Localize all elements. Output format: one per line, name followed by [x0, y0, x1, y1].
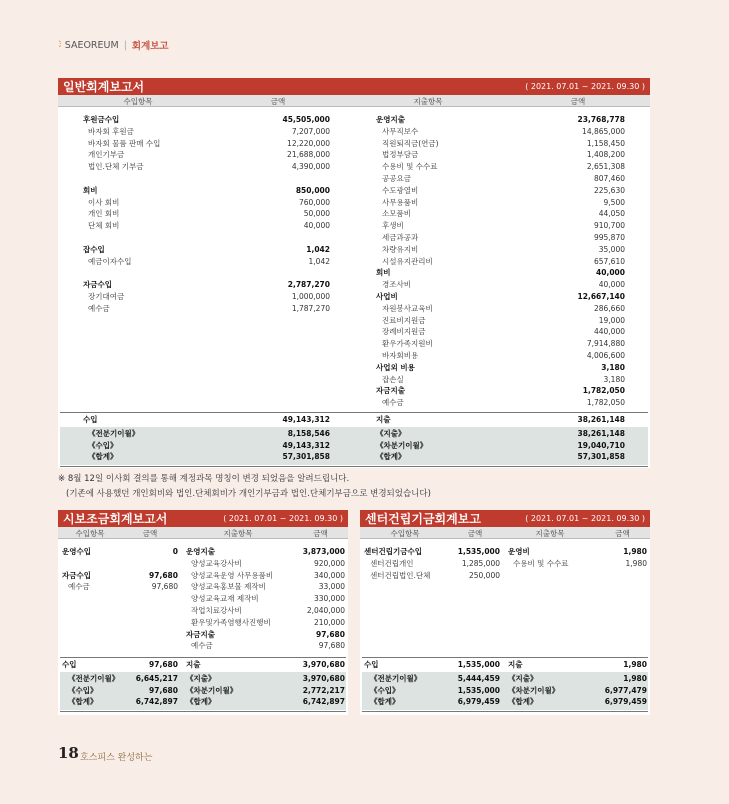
income-item-label: 자금수입 — [83, 280, 112, 290]
income-item-label: 센터건립법인.단체 — [370, 570, 431, 580]
expense-item-label: 세금과공과 — [382, 233, 419, 242]
building-fund-title: 센터건립기금회계보고 — [365, 512, 481, 526]
summary-left-label: 《전분기이월》 — [68, 674, 120, 683]
income-item-amount: 7,207,000 — [291, 126, 330, 136]
expense-item-amount: 19,000 — [598, 315, 625, 325]
expense-item-label: 자금지출 — [376, 386, 405, 396]
summary-right-label: 《지출》 — [376, 429, 406, 438]
income-item-label: 법인.단체 기부금 — [88, 162, 144, 172]
expense-item-label: 자금지출 — [186, 629, 215, 639]
divider — [60, 657, 346, 658]
income-item-amount: 2,787,270 — [287, 280, 330, 290]
general-report-title: 일반회계보고서 — [63, 80, 145, 94]
summary-left-amount: 6,645,217 — [135, 674, 178, 683]
expense-item-amount: 40,000 — [596, 268, 625, 278]
expense-item-label: 사무직보수 — [382, 126, 419, 136]
income-item-label: 장기대여금 — [88, 292, 125, 301]
expense-item-label: 차량유지비 — [382, 244, 419, 254]
income-item-amount: 1,042 — [306, 244, 330, 254]
expense-item-amount: 225,630 — [593, 185, 625, 195]
expense-item-amount: 3,873,000 — [302, 547, 345, 556]
income-item-label: 바자회 후원금 — [88, 126, 134, 136]
building-column-header — [360, 527, 650, 539]
general-report-titlebar — [58, 78, 650, 95]
expense-item-amount: 440,000 — [593, 327, 625, 337]
expense-item-amount: 330,000 — [313, 594, 345, 604]
total-income-label: 수입 — [364, 660, 379, 669]
expense-item-amount: 12,667,140 — [577, 292, 625, 301]
income-item-amount: 1,787,270 — [291, 303, 330, 313]
divider — [60, 466, 648, 467]
summary-right-amount: 1,980 — [623, 674, 647, 683]
income-item-label: 개인기부금 — [88, 150, 125, 160]
col-income-amount: 금액 — [142, 529, 158, 538]
expense-item-label: 운영지출 — [376, 115, 405, 124]
income-item-amount: 45,505,000 — [282, 115, 330, 124]
expense-item-amount: 1,980 — [623, 547, 647, 556]
summary-left-label: 《합계》 — [68, 697, 98, 706]
total-expense-label: 지출 — [508, 660, 523, 669]
summary-left-label: 《합계》 — [370, 697, 400, 706]
expense-item-label: 사무용품비 — [382, 197, 419, 207]
expense-item-label: 수용비 및 수수료 — [513, 558, 569, 568]
expense-item-amount: 1,782,050 — [586, 398, 625, 408]
summary-right-amount: 6,742,897 — [302, 697, 345, 706]
summary-right-label: 《지출》 — [508, 674, 538, 683]
income-item-label: 자금수입 — [62, 570, 91, 580]
summary-right-label: 《차분기이월》 — [508, 685, 560, 695]
expense-item-amount: 1,980 — [625, 558, 647, 568]
general-report-panel — [58, 78, 650, 468]
total-income-label: 수입 — [62, 660, 77, 669]
expense-item-label: 법정부담금 — [382, 150, 419, 160]
summary-left-label: 《합계》 — [88, 452, 118, 461]
expense-item-amount: 44,050 — [598, 209, 625, 219]
expense-item-label: 시설유지관리비 — [382, 256, 433, 266]
summary-right-label: 《합계》 — [508, 697, 538, 706]
expense-item-amount: 1,158,450 — [586, 138, 625, 148]
expense-item-label: 소모품비 — [382, 209, 411, 219]
summary-left-amount: 49,143,312 — [282, 440, 330, 450]
expense-item-amount: 657,610 — [593, 256, 625, 266]
expense-item-label: 회비 — [376, 268, 391, 278]
expense-item-amount: 807,460 — [593, 174, 625, 183]
dots-icon: ⁚⁝ — [58, 40, 60, 50]
col-income-amount: 금액 — [467, 529, 483, 538]
page-number: 18 — [58, 744, 79, 762]
summary-right-label: 《차분기이월》 — [186, 685, 238, 695]
expense-item-label: 환우및가족염행사진행비 — [191, 617, 271, 627]
expense-item-amount: 14,865,000 — [582, 126, 625, 136]
subsidy-report-title: 시보조금회계보고서 — [63, 512, 168, 526]
col-income-item: 수입항목 — [390, 529, 420, 538]
total-expense-amount: 1,980 — [623, 660, 647, 669]
subsidy-report-panel — [58, 510, 348, 715]
expense-item-amount: 910,700 — [593, 221, 625, 231]
expense-item-label: 예수금 — [191, 641, 213, 651]
section-title: 회계보고 — [131, 41, 169, 52]
expense-item-label: 경조사비 — [382, 280, 411, 290]
col-income-item: 수입항목 — [123, 97, 153, 106]
expense-item-label: 후생비 — [382, 221, 404, 231]
expense-item-label: 운영지출 — [186, 547, 215, 556]
brand-name: SAEOREUM — [64, 39, 119, 51]
summary-left-amount: 6,979,459 — [457, 697, 500, 706]
expense-item-label: 양성교육교재 제작비 — [191, 594, 259, 604]
col-expense-item: 지출항목 — [535, 529, 565, 538]
summary-left-amount: 1,535,000 — [457, 685, 500, 695]
expense-item-label: 사업외 비용 — [376, 362, 415, 372]
expense-item-label: 수도광열비 — [382, 185, 419, 195]
expense-item-amount: 210,000 — [313, 617, 345, 627]
expense-item-amount: 35,000 — [598, 244, 625, 254]
subsidy-report-period: ( 2021. 07.01 ~ 2021. 09.30 ) — [223, 514, 343, 523]
building-fund-period: ( 2021. 07.01 ~ 2021. 09.30 ) — [525, 514, 645, 523]
divider — [60, 711, 346, 712]
summary-left-label: 《전분기이월》 — [88, 429, 140, 438]
subsidy-column-header — [58, 527, 348, 539]
notice-line-2: (기존에 사용했던 개인회비와 법인.단체회비가 개인기부금과 법인.단체기부금으로 변경되었습니다) — [66, 489, 431, 499]
summary-right-label: 《합계》 — [376, 452, 406, 461]
expense-item-label: 양성교육운영 사무용품비 — [191, 570, 274, 580]
summary-right-amount: 2,772,217 — [302, 685, 345, 695]
expense-item-amount: 7,914,880 — [586, 339, 625, 349]
expense-item-amount: 3,180 — [603, 374, 625, 384]
income-item-amount: 97,680 — [151, 582, 178, 592]
col-income-item: 수입항목 — [75, 529, 105, 538]
expense-item-label: 수용비 및 수수료 — [382, 162, 438, 172]
summary-left-amount: 6,742,897 — [135, 697, 178, 706]
income-item-amount: 0 — [172, 547, 178, 556]
page-header — [58, 38, 169, 52]
expense-item-label: 환우가족지원비 — [382, 339, 433, 349]
expense-item-amount: 4,006,600 — [586, 351, 625, 360]
total-income-amount: 97,680 — [149, 660, 178, 669]
income-item-label: 바자회 물품 판매 수입 — [88, 138, 161, 148]
summary-right-amount: 6,979,459 — [604, 697, 647, 706]
footer-brand: 호스피스 완성하는 — [80, 753, 153, 763]
expense-item-amount: 23,768,778 — [577, 115, 625, 124]
income-item-amount: 1,535,000 — [457, 547, 500, 556]
summary-right-amount: 57,301,858 — [577, 452, 625, 461]
subsidy-report-titlebar — [58, 510, 348, 527]
summary-left-label: 《수입》 — [88, 440, 118, 450]
building-fund-titlebar — [360, 510, 650, 527]
summary-left-amount: 5,444,459 — [457, 674, 500, 683]
income-item-label: 개인 회비 — [88, 209, 120, 219]
summary-left-amount: 57,301,858 — [282, 452, 330, 461]
income-item-amount: 760,000 — [298, 197, 330, 207]
income-item-label: 회비 — [83, 185, 98, 195]
expense-item-label: 예수금 — [382, 398, 404, 408]
income-item-label: 센터건립기금수입 — [364, 547, 422, 556]
summary-right-amount: 6,977,479 — [604, 685, 647, 695]
income-item-amount: 850,000 — [295, 185, 330, 195]
expense-item-amount: 1,782,050 — [582, 386, 625, 396]
expense-item-label: 양성교육강사비 — [191, 558, 242, 568]
income-item-amount: 40,000 — [303, 221, 330, 231]
col-expense-amount: 금액 — [615, 529, 630, 538]
divider — [362, 657, 648, 658]
expense-item-label: 자원봉사교육비 — [382, 303, 433, 313]
expense-item-label: 진료비지원금 — [382, 315, 426, 325]
income-item-label: 잡수입 — [83, 244, 105, 254]
expense-item-amount: 97,680 — [318, 641, 345, 651]
summary-left-label: 《전분기이월》 — [370, 674, 422, 683]
general-report-period: ( 2021. 07.01 ~ 2021. 09.30 ) — [525, 82, 645, 91]
total-income-label: 수입 — [83, 415, 98, 424]
expense-item-amount: 3,180 — [601, 362, 625, 372]
income-item-amount: 250,000 — [468, 570, 500, 580]
notice-line-1: ※ 8월 12일 이사회 결의를 통해 계정과목 명칭이 변경 되었음을 알려드립니다. — [58, 474, 350, 484]
summary-right-amount: 3,970,680 — [302, 674, 345, 683]
summary-left-label: 《수입》 — [68, 685, 98, 695]
income-item-amount: 21,688,000 — [287, 150, 330, 160]
expense-item-label: 운영비 — [508, 547, 530, 556]
total-income-amount: 49,143,312 — [282, 415, 330, 424]
total-expense-amount: 38,261,148 — [577, 415, 625, 424]
income-item-amount: 12,220,000 — [287, 138, 330, 148]
summary-right-amount: 38,261,148 — [577, 429, 625, 438]
summary-right-label: 《차분기이월》 — [376, 440, 428, 450]
summary-left-label: 《수입》 — [370, 685, 400, 695]
total-expense-amount: 3,970,680 — [302, 660, 345, 669]
summary-right-label: 《합계》 — [186, 697, 216, 706]
expense-item-amount: 1,408,200 — [586, 150, 625, 160]
income-item-label: 단체 회비 — [88, 221, 120, 231]
expense-item-label: 공공요금 — [382, 174, 411, 183]
general-column-header — [58, 95, 650, 107]
summary-left-amount: 97,680 — [149, 685, 178, 695]
expense-item-amount: 97,680 — [316, 629, 345, 639]
col-expense-amount: 금액 — [570, 97, 586, 106]
expense-item-label: 작업치료강사비 — [191, 606, 242, 615]
expense-item-amount: 40,000 — [598, 280, 625, 290]
summary-right-label: 《지출》 — [186, 674, 216, 683]
expense-item-label: 잡손실 — [382, 374, 404, 384]
col-income-amount: 금액 — [270, 97, 286, 106]
divider — [60, 412, 648, 413]
income-item-label: 이사 회비 — [88, 197, 120, 207]
income-item-label: 후원금수입 — [83, 115, 120, 124]
col-expense-item: 지출항목 — [223, 529, 253, 538]
col-expense-item: 지출항목 — [413, 97, 443, 106]
income-item-amount: 50,000 — [303, 209, 330, 219]
expense-item-amount: 995,870 — [593, 233, 625, 242]
income-item-label: 예금이자수입 — [88, 256, 132, 266]
income-item-label: 예수금 — [88, 303, 110, 313]
expense-item-amount: 9,500 — [603, 197, 625, 207]
total-expense-label: 지출 — [376, 415, 391, 424]
expense-item-label: 장례비지원금 — [382, 327, 426, 337]
summary-right-amount: 19,040,710 — [577, 440, 625, 450]
income-item-amount: 1,285,000 — [461, 558, 500, 568]
expense-item-amount: 2,651,308 — [586, 162, 625, 172]
divider — [362, 711, 648, 712]
expense-item-amount: 2,040,000 — [306, 606, 345, 615]
total-income-amount: 1,535,000 — [457, 660, 500, 669]
expense-item-amount: 286,660 — [593, 303, 625, 313]
expense-item-label: 양성교육홍보물 제작비 — [191, 582, 266, 592]
total-expense-label: 지출 — [186, 660, 201, 669]
income-item-label: 운영수입 — [62, 547, 91, 556]
expense-item-label: 직원퇴직금(연금) — [382, 138, 439, 148]
summary-left-amount: 8,158,546 — [287, 429, 330, 438]
header-separator: | — [123, 39, 127, 51]
income-item-amount: 1,000,000 — [291, 292, 330, 301]
building-fund-panel — [360, 510, 650, 715]
expense-item-amount: 33,000 — [318, 582, 345, 592]
expense-item-amount: 340,000 — [313, 570, 345, 580]
expense-item-label: 사업비 — [376, 292, 398, 301]
income-item-amount: 97,680 — [149, 570, 178, 580]
income-item-label: 센터건립개인 — [370, 558, 414, 568]
col-expense-amount: 금액 — [313, 529, 328, 538]
income-item-amount: 4,390,000 — [291, 162, 330, 172]
income-item-label: 예수금 — [68, 582, 90, 592]
income-item-amount: 1,042 — [308, 256, 330, 266]
expense-item-amount: 920,000 — [313, 558, 345, 568]
expense-item-label: 바자회비용 — [382, 351, 419, 360]
